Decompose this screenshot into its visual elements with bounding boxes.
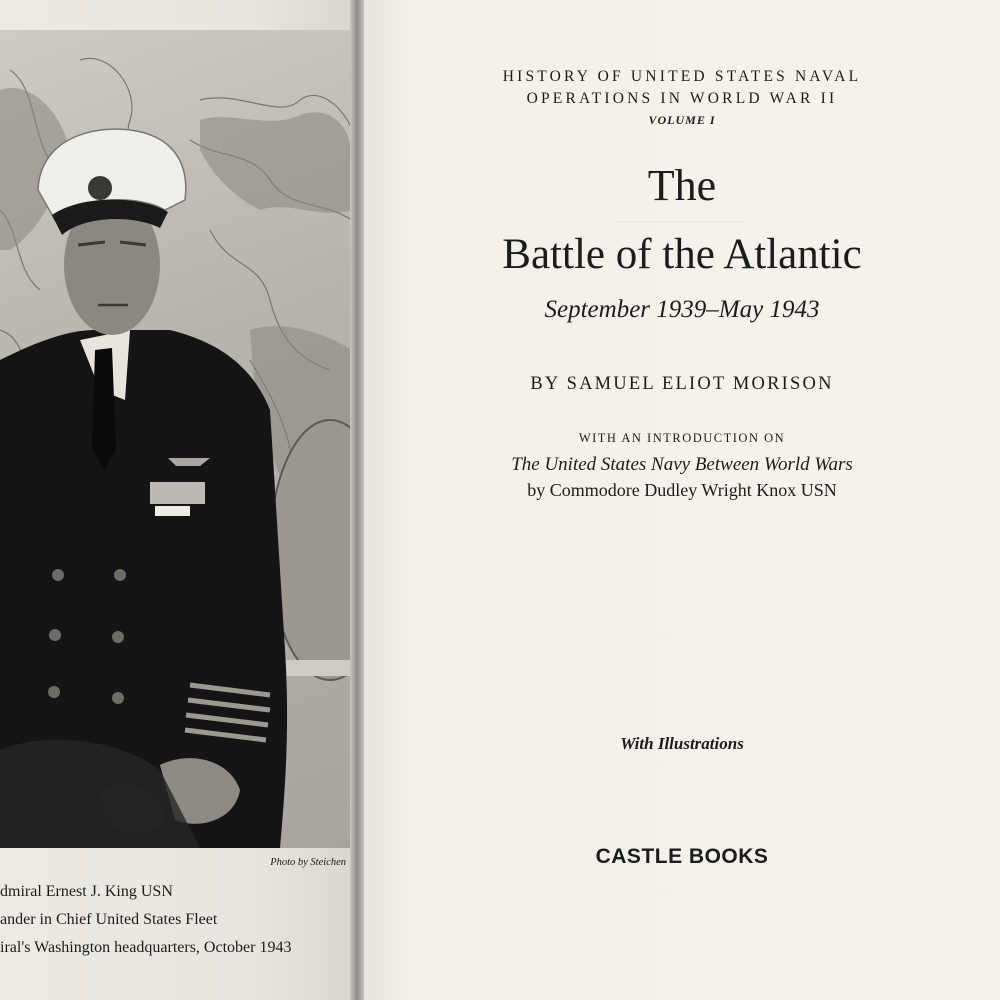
caption-line-1: dmiral Ernest J. King USN — [0, 883, 173, 900]
photo-credit: Photo by Steichen — [270, 857, 346, 868]
introduction-label: WITH AN INTRODUCTION ON — [578, 431, 786, 445]
introduction-author: by Commodore Dudley Wright Knox USN — [527, 480, 837, 500]
series-title-line-1: HISTORY OF UNITED STATES NAVAL — [502, 68, 862, 85]
publisher-imprint: CASTLE BOOKS — [595, 845, 769, 868]
author-line: BY SAMUEL ELIOT MORISON — [530, 374, 834, 394]
left-page — [0, 0, 356, 1000]
with-illustrations-note: With Illustrations — [620, 734, 744, 753]
title-page — [364, 0, 1000, 1000]
bleed-through-text: ~~~~~~~~~~~~~~~~~~~~ — [614, 215, 744, 229]
pocket-square — [155, 506, 190, 516]
book-title-main: Battle of the Atlantic — [502, 231, 862, 278]
cap-badge — [88, 176, 112, 200]
frontispiece-photo — [0, 30, 352, 848]
date-range-subtitle: September 1939–May 1943 — [544, 296, 820, 323]
photo-caption — [0, 878, 350, 962]
globe-base — [280, 660, 352, 676]
service-ribbons — [150, 482, 205, 504]
caption-line-3: iral's Washington headquarters, October 1943 — [0, 939, 292, 956]
caption-line-2: ander in Chief United States Fleet — [0, 911, 218, 928]
book-title-the: The — [647, 161, 717, 210]
series-title-line-2: OPERATIONS IN WORLD WAR II — [526, 90, 838, 107]
introduction-title: The United States Navy Between World Wars — [511, 454, 853, 475]
necktie — [92, 348, 116, 470]
admiral-portrait-image — [0, 30, 352, 848]
volume-number: VOLUME I — [648, 113, 716, 127]
